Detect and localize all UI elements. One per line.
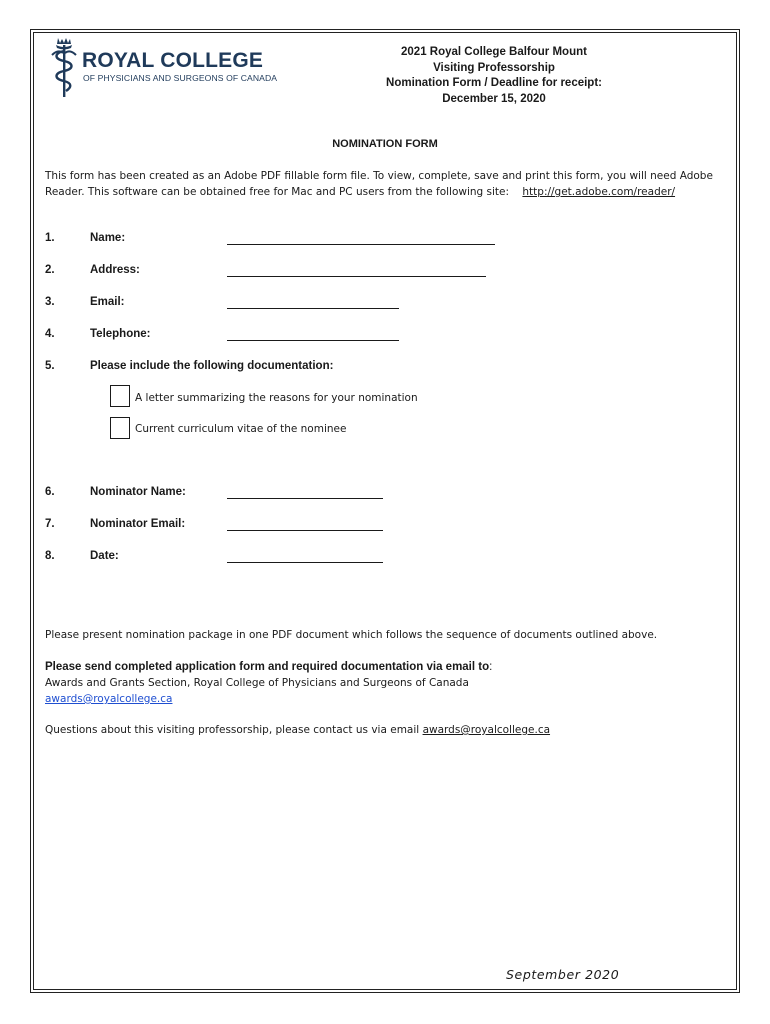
- field-number: 3.: [45, 296, 55, 308]
- nominator-email-input-line[interactable]: [227, 530, 383, 531]
- field-label: Nominator Name:: [90, 486, 186, 498]
- header-line-2: Visiting Professorship: [433, 61, 555, 74]
- caduceus-icon: [50, 35, 80, 99]
- letter-checkbox[interactable]: [110, 385, 130, 407]
- field-number: 7.: [45, 518, 55, 530]
- intro-paragraph: [45, 168, 735, 200]
- header-block: [340, 45, 648, 107]
- field-number: 2.: [45, 264, 55, 276]
- date-input-line[interactable]: [227, 562, 383, 563]
- field-number: 6.: [45, 486, 55, 498]
- header-line-3: Nomination Form / Deadline for receipt:: [386, 77, 602, 89]
- awards-email-link[interactable]: awards@royalcollege.ca: [45, 693, 173, 705]
- logo-subtitle: OF PHYSICIANS AND SURGEONS OF CANADA: [83, 73, 278, 83]
- letter-checkbox-label: A letter summarizing the reasons for your nomination: [135, 392, 418, 404]
- questions-email-link[interactable]: awards@royalcollege.ca: [422, 724, 551, 736]
- field-number: 5.: [45, 360, 55, 372]
- intro-text: This form has been created as an Adobe PDF fillable form file. To view, complete, save and print this form, you will need Adobe Reader. This software can be obtained free for Mac and PC users from the following site:: [45, 170, 713, 198]
- adobe-reader-link[interactable]: http://get.adobe.com/reader/: [522, 186, 676, 198]
- cv-checkbox-label: Current curriculum vitae of the nominee: [135, 423, 347, 435]
- field-label: Date:: [90, 550, 119, 562]
- email-input-line[interactable]: [227, 308, 399, 309]
- header-line-4: December 15, 2020: [442, 92, 546, 105]
- cv-checkbox[interactable]: [110, 417, 130, 439]
- field-label: Telephone:: [90, 328, 151, 340]
- address-input-line[interactable]: [227, 276, 486, 277]
- awards-section: Awards and Grants Section, Royal College of Physicians and Surgeons of Canada: [45, 677, 469, 689]
- field-number: 4.: [45, 328, 55, 340]
- name-input-line[interactable]: [227, 244, 495, 245]
- field-number: 1.: [45, 232, 55, 244]
- royal-college-logo: [50, 35, 278, 99]
- field-label: Email:: [90, 296, 125, 308]
- nominator-name-input-line[interactable]: [227, 498, 383, 499]
- questions-line: [45, 722, 735, 738]
- send-heading-text: Please send completed application form and required documentation via email to: [45, 661, 490, 673]
- footer-date: September 2020: [506, 967, 620, 982]
- present-instruction: Please present nomination package in one PDF document which follows the sequence of documents outlined above.: [45, 629, 658, 641]
- field-label: Please include the following documentation:: [90, 360, 334, 372]
- questions-text: Questions about this visiting professorship, please contact us via email: [45, 724, 420, 736]
- form-title: NOMINATION FORM: [332, 138, 438, 150]
- awards-email-line: [45, 691, 735, 707]
- send-heading-colon: :: [489, 661, 493, 673]
- field-label: Name:: [90, 232, 126, 244]
- telephone-input-line[interactable]: [227, 340, 399, 341]
- logo-title: ROYAL COLLEGE: [82, 49, 264, 72]
- send-heading: [45, 659, 735, 675]
- field-label: Address:: [90, 264, 140, 276]
- field-number: 8.: [45, 550, 55, 562]
- header-line-1: 2021 Royal College Balfour Mount: [401, 46, 587, 58]
- field-label: Nominator Email:: [90, 518, 186, 530]
